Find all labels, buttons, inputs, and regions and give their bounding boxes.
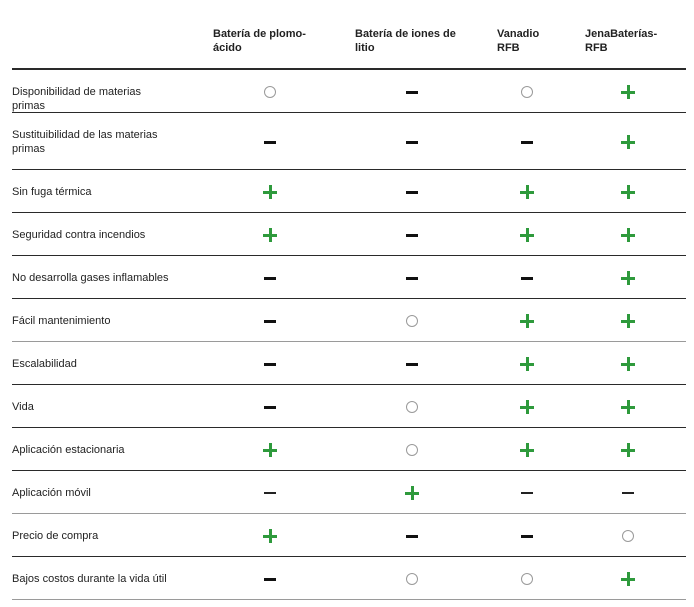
table-row	[12, 385, 686, 428]
circle-icon	[519, 84, 535, 100]
table-row	[12, 428, 686, 471]
table-row	[12, 342, 686, 385]
comparison-table	[12, 0, 686, 600]
table-header	[12, 0, 686, 70]
minus-icon	[262, 356, 278, 372]
minus-icon	[620, 485, 636, 501]
minus-icon	[404, 134, 420, 150]
minus-icon	[519, 528, 535, 544]
minus-icon	[262, 134, 278, 150]
minus-icon	[404, 528, 420, 544]
minus-icon	[519, 134, 535, 150]
plus-icon	[519, 184, 535, 200]
minus-icon	[404, 356, 420, 372]
circle-icon	[404, 571, 420, 587]
row-label: Precio de compra	[12, 530, 99, 542]
minus-icon	[404, 184, 420, 200]
column-header-line: litio	[355, 42, 375, 54]
row-label: Sin fuga térmica	[12, 186, 92, 198]
row-label: Vida	[12, 401, 34, 413]
minus-icon	[519, 485, 535, 501]
minus-icon	[404, 227, 420, 243]
plus-icon	[519, 313, 535, 329]
minus-icon	[262, 485, 278, 501]
column-header-line: JenaBaterías-	[585, 28, 658, 40]
table-row	[12, 299, 686, 342]
minus-icon	[519, 270, 535, 286]
plus-icon	[620, 184, 636, 200]
plus-icon	[620, 313, 636, 329]
table-row	[12, 557, 686, 600]
row-label: Sustituibilidad de las materias primas	[12, 129, 158, 155]
column-header-line: ácido	[213, 42, 242, 54]
column-header-line: Batería de iones de	[355, 28, 456, 40]
column-header-lead-acid	[213, 27, 333, 55]
plus-icon	[620, 399, 636, 415]
plus-icon	[519, 442, 535, 458]
row-label: Seguridad contra incendios	[12, 229, 146, 241]
column-header-line: Vanadio	[497, 28, 540, 40]
circle-icon	[404, 399, 420, 415]
row-label: Fácil mantenimiento	[12, 315, 111, 327]
minus-icon	[404, 270, 420, 286]
table-row	[12, 213, 686, 256]
minus-icon	[262, 270, 278, 286]
row-label: No desarrolla gases inflamables	[12, 272, 169, 284]
column-header-line: Batería de plomo-	[213, 28, 306, 40]
column-header-jenabatteries-rfb	[585, 27, 685, 55]
column-header-line: RFB	[585, 42, 608, 54]
plus-icon	[519, 399, 535, 415]
plus-icon	[620, 571, 636, 587]
circle-icon	[262, 84, 278, 100]
circle-icon	[404, 442, 420, 458]
plus-icon	[262, 442, 278, 458]
plus-icon	[620, 356, 636, 372]
plus-icon	[262, 184, 278, 200]
table-row	[12, 70, 686, 113]
plus-icon	[620, 84, 636, 100]
plus-icon	[519, 356, 535, 372]
table-body	[12, 70, 686, 600]
circle-icon	[519, 571, 535, 587]
table-row	[12, 256, 686, 299]
plus-icon	[620, 442, 636, 458]
circle-icon	[620, 528, 636, 544]
plus-icon	[262, 227, 278, 243]
row-label: Aplicación estacionaria	[12, 444, 125, 456]
table-row	[12, 113, 686, 170]
row-label: Bajos costos durante la vida útil	[12, 573, 167, 585]
plus-icon	[620, 270, 636, 286]
plus-icon	[519, 227, 535, 243]
minus-icon	[262, 399, 278, 415]
minus-icon	[262, 571, 278, 587]
row-label: Escalabilidad	[12, 358, 77, 370]
plus-icon	[262, 528, 278, 544]
plus-icon	[404, 485, 420, 501]
column-header-line: RFB	[497, 42, 520, 54]
row-label: Aplicación móvil	[12, 487, 91, 499]
minus-icon	[404, 84, 420, 100]
minus-icon	[262, 313, 278, 329]
plus-icon	[620, 134, 636, 150]
column-header-vanadium-rfb	[497, 27, 577, 55]
row-label: Disponibilidad de materias primas	[12, 86, 142, 112]
table-row	[12, 471, 686, 514]
column-header-lithium-ion	[355, 27, 475, 55]
table-row	[12, 170, 686, 213]
plus-icon	[620, 227, 636, 243]
table-row	[12, 514, 686, 557]
circle-icon	[404, 313, 420, 329]
